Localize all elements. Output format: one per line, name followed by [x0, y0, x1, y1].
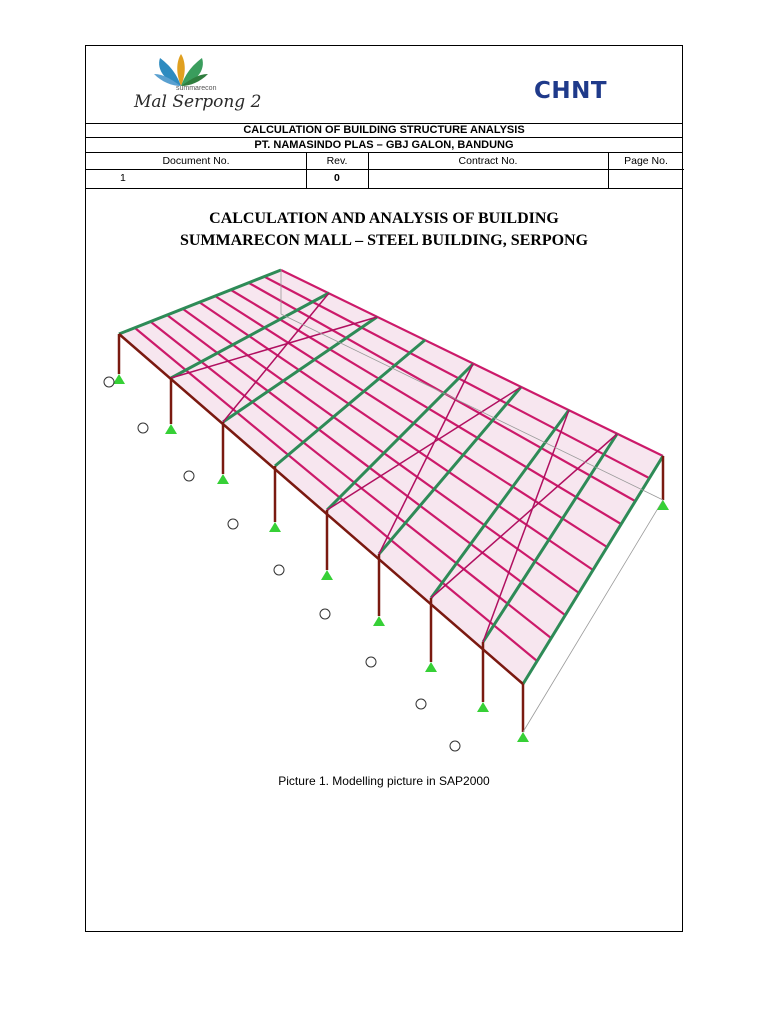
summarecon-logo — [132, 52, 282, 118]
rev-header: Rev. — [306, 153, 368, 170]
document-no-header: Document No. — [86, 153, 306, 170]
page-title — [86, 208, 682, 252]
page-no-header: Page No. — [608, 153, 684, 170]
header-title-line: CALCULATION OF BUILDING STRUCTURE ANALYSIS — [86, 123, 682, 138]
leaf-emblem-icon — [146, 52, 216, 88]
contract-no-value — [386, 170, 586, 188]
figure-caption: Picture 1. Modelling picture in SAP2000 — [278, 774, 490, 788]
logo-small-text: summarecon — [176, 85, 217, 92]
title-line-2: SUMMARECON MALL – STEEL BUILDING, SERPONG — [179, 232, 589, 249]
document-no-value: 1 — [120, 172, 126, 184]
header-company-line: PT. NAMASINDO PLAS – GBJ GALON, BANDUNG — [86, 138, 682, 153]
title-line-1: CALCULATION AND ANALYSIS OF BUILDING — [209, 210, 559, 227]
logo-header — [86, 46, 682, 124]
document-sheet — [85, 45, 683, 932]
chint-logo: CHNT — [534, 78, 608, 104]
document-info-table — [86, 153, 682, 189]
sap2000-model-image — [103, 264, 673, 764]
rev-value: 0 — [334, 172, 340, 184]
logo-script-text: Mal Serpong 2 — [134, 92, 262, 112]
page-no-value — [616, 170, 676, 188]
contract-no-header: Contract No. — [368, 153, 608, 170]
